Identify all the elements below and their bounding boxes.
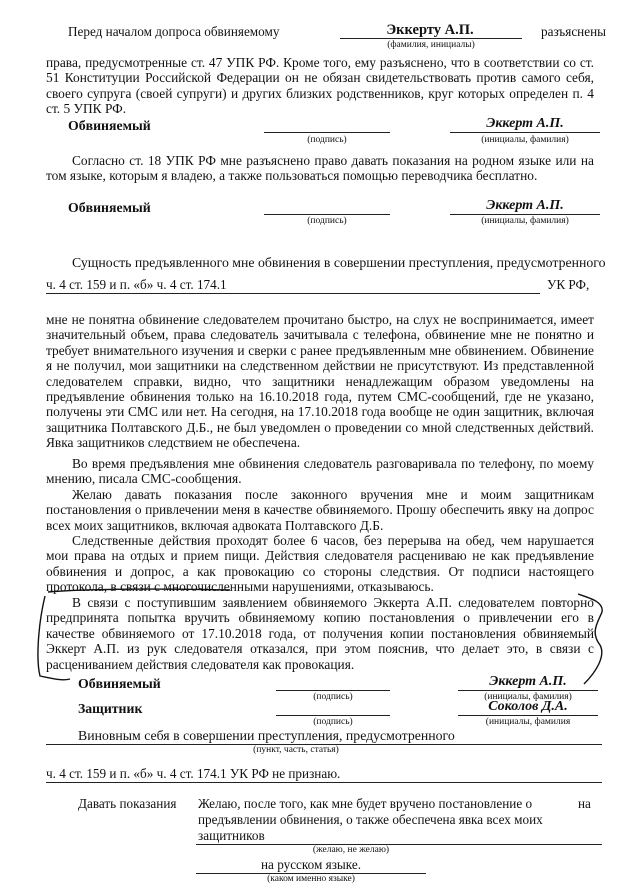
intro-text: Перед началом допроса обвиняемому [68,24,280,39]
guilt-line-2: ч. 4 ст. 159 и п. «б» ч. 4 ст. 174.1 УК РФ не признаю. [46,766,341,781]
body-paragraph-2: Во время предъявления мне обвинения следователь разговаривала по телефону, по моему мнению, писала СМС-сообщения. [46,456,594,487]
body-paragraph-3: Желаю давать показания после законного вручения мне и моим защитникам постановления о привлечении меня в качестве обвиняемого. Прошу обеспечить явку на допрос всех моих защитников, включая адвоката Полтавского Д.Б. [46,487,594,533]
charge-code: УК РФ, [547,277,590,292]
name-caption-1: (инициалы, фамилия) [481,135,569,145]
name-caption-3: (инициалы, фамилия) [484,692,572,702]
name-caption-4: (инициалы, фамилия [485,717,571,727]
accused-name-sig-2: Эккерт А.П. [486,198,564,213]
body-paragraph-4: Следственные действия проходят более 6 часов, без перерыва на обед, чем нарушается мои права на отдых и прием пищи. Действия следователя расцениваю не как предъявление обвинения и допрос, а как провокацию со стороны следствия. От подписи настоящего протокола, в связи с многочисленными нарушениями, отказываюсь. [46,533,594,595]
defender-label: Защитник [78,701,143,716]
testimony-label: Давать показания [78,796,177,811]
signature-line-4 [276,715,390,716]
accused-name-header: Эккерту А.П. [386,22,474,38]
language-caption: (каком именно языке) [267,874,355,884]
signature-caption-2: (подпись) [307,216,347,226]
guilt-caption: (пункт, часть, статья) [253,745,339,755]
body-paragraph-5: В связи с поступившим заявлением обвиняемого Эккерта А.П. следователем повторно предпринята попытка вручить обвиняемому копию постановления о привлечении его в качестве обвиняемого от 17.10.2018 года, от получения копии постановления обвиняемый Эккерт А.П. из рук следователя отказался, при этом пояснив, что делает это, в связи с расцениванием действия следователя как провокация. [46,595,594,672]
name-line-4 [458,715,598,716]
signature-line-3 [276,690,390,691]
accused-label-3: Обвиняемый [78,676,161,691]
name-caption-2: (инициалы, фамилия) [481,216,569,226]
testimony-caption-wish: (желаю, не желаю) [312,845,390,855]
testimony-na: на [578,796,591,811]
charge-line-1: Сущность предъявленного мне обвинения в совершении преступления, предусмотренного [72,255,606,270]
signature-caption-3: (подпись) [313,692,353,702]
defender-name: Соколов Д.А. [488,699,568,714]
guilt-line-2-rule [46,782,602,783]
name-caption: (фамилия, инициалы) [387,40,475,50]
signature-caption-4: (подпись) [313,717,353,727]
testimony-language: на русском языке. [260,857,361,872]
charge-articles: ч. 4 ст. 159 и п. «б» ч. 4 ст. 174.1 [46,277,227,292]
accused-name-sig-1: Эккерт А.П. [486,116,564,131]
accused-label-1: Обвиняемый [68,118,151,133]
guilt-text: Виновным себя в совершении преступления, предусмотренного [78,728,455,743]
signature-caption-1: (подпись) [307,135,347,145]
body-paragraph-1: мне не понятна обвинение следователем прочитано быстро, на слух не воспринимается, имеет значительный объем, права следователь зачитывала с телефона, обвинение мне не понятно и требует внимательного изучения и сверки с ранее предъявленным мне обвинением. Обвинение я не получил, мои защитники на следственном действии не присутствуют. Из представленной следователем справки, видно, что защитники ненадлежащим образом уведомлены на предъявление обвинения только на 16.10.2018 года, путем СМС-сообщений, где не указано, получены эти СМС или нет. На сегодня, на 17.10.2018 года вообще не один защитник, включая защитника Полтавского Д.Б., не был уведомлен о проведении со мной следственных действий. Явка защитников следствием не обеспечена. [46,312,594,451]
accused-label-2: Обвиняемый [68,200,151,215]
testimony-text: Желаю, после того, как мне будет вручено постановление о предъявлении обвинения, о также обеспечена явка всех моих защитников [198,796,543,843]
language-paragraph: Согласно ст. 18 УПК РФ мне разъяснено право давать показания на родном языке или на том языке, которым я владею, а также пользоваться помощью переводчика бесплатно. [46,153,594,184]
accused-name-sig-3: Эккерт А.П. [489,674,567,689]
explained-text: разъяснены [541,24,606,39]
name-line-3 [458,690,598,691]
rights-paragraph: права, предусмотренные ст. 47 УПК РФ. Кроме того, ему разъяснено, что в соответствии со ст. 51 Конституции Российской Федерации он не обязан свидетельствовать против самого себя, своего супруга (своей супруги) и других близких родственников, круг которых определен п. 4 ст. 5 УПК РФ. [46,55,594,117]
